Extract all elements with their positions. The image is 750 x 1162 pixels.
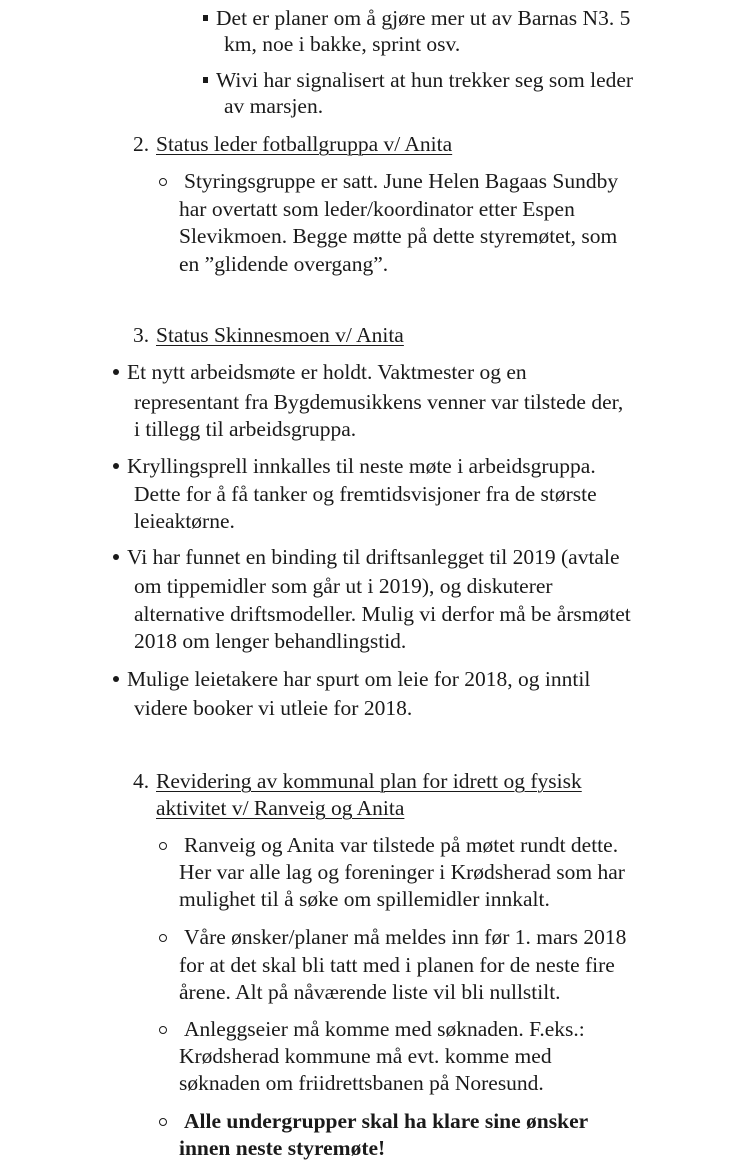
square-bullet-icon: [203, 15, 208, 21]
list-item-line: Ranveig og Anita var tilstede på møtet rundt dette.: [184, 833, 619, 857]
circle-bullet-icon: [159, 842, 167, 850]
list-item-line: representant fra Bygdemusikkens venner var tilstede der,: [134, 390, 624, 414]
bullet-icon: [113, 369, 119, 375]
bullet-icon: [113, 463, 119, 469]
section-heading: Status Skinnesmoen v/ Anita: [156, 323, 404, 347]
list-item-line: en ”glidende overgang”.: [179, 252, 389, 276]
list-item-line: Anleggseier må komme med søknaden. F.eks.:: [184, 1017, 585, 1041]
circle-bullet-icon: [159, 178, 167, 186]
list-item-line: søknaden om friidrettsbanen på Noresund.: [179, 1071, 544, 1095]
list-item-line: mulighet til å søke om spillemidler innkalt.: [179, 887, 550, 911]
list-item-line: Krødsherad kommune må evt. komme med: [179, 1044, 552, 1068]
list-item-line: Det er planer om å gjøre mer ut av Barnas N3. 5: [216, 6, 631, 30]
list-item-line: Dette for å få tanker og fremtidsvisjoner fra de største: [134, 482, 597, 506]
list-item-line: Slevikmoen. Begge møtte på dette styremøtet, som: [179, 224, 618, 248]
list-item-line: 2018 om lenger behandlingstid.: [134, 629, 407, 653]
section-heading: Status leder fotballgruppa v/ Anita: [156, 132, 453, 156]
section-number: 4.: [133, 769, 150, 793]
list-item-line-bold: innen neste styremøte!: [179, 1136, 386, 1160]
list-item-line: årene. Alt på nåværende liste vil bli nullstilt.: [179, 980, 561, 1004]
list-item-line: Kryllingsprell innkalles til neste møte i arbeidsgruppa.: [127, 454, 596, 478]
list-item-line: km, noe i bakke, sprint osv.: [224, 32, 461, 56]
bullet-icon: [113, 554, 119, 560]
list-item-line: har overtatt som leder/koordinator etter Espen: [179, 197, 575, 221]
list-item-line: Her var alle lag og foreninger i Krødsherad som har: [179, 860, 625, 884]
list-item-line: for at det skal bli tatt med i planen for de neste fire: [179, 953, 615, 977]
circle-bullet-icon: [159, 1118, 167, 1126]
list-item-line: Våre ønsker/planer må meldes inn før 1. mars 2018: [184, 925, 627, 949]
list-item-line: Styringsgruppe er satt. June Helen Bagaas Sundby: [184, 169, 619, 193]
list-item-line: Et nytt arbeidsmøte er holdt. Vaktmester og en: [127, 360, 527, 384]
list-item-line: videre booker vi utleie for 2018.: [134, 696, 413, 720]
list-item-line: Mulige leietakere har spurt om leie for 2018, og inntil: [127, 667, 591, 691]
list-item-line: leieaktørne.: [134, 509, 235, 533]
section-heading: Revidering av kommunal plan for idrett og fysisk: [156, 769, 582, 793]
section-heading: aktivitet v/ Ranveig og Anita: [156, 796, 405, 820]
list-item-line: i tillegg til arbeidsgruppa.: [134, 417, 357, 441]
list-item-line-bold: Alle undergrupper skal ha klare sine ønsker: [184, 1109, 589, 1133]
list-item-line: av marsjen.: [224, 94, 324, 118]
list-item-line: alternative driftsmodeller. Mulig vi derfor må be årsmøtet: [134, 602, 631, 626]
square-bullet-icon: [203, 77, 208, 83]
bullet-icon: [113, 676, 119, 682]
list-item-line: om tippemidler som går ut i 2019), og diskuterer: [134, 574, 553, 598]
circle-bullet-icon: [159, 1026, 167, 1034]
list-item-line: Vi har funnet en binding til driftsanlegget til 2019 (avtale: [127, 545, 620, 569]
list-item-line: Wivi har signalisert at hun trekker seg som leder: [216, 68, 634, 92]
circle-bullet-icon: [159, 934, 167, 942]
section-number: 2.: [133, 132, 150, 156]
section-number: 3.: [133, 323, 150, 347]
